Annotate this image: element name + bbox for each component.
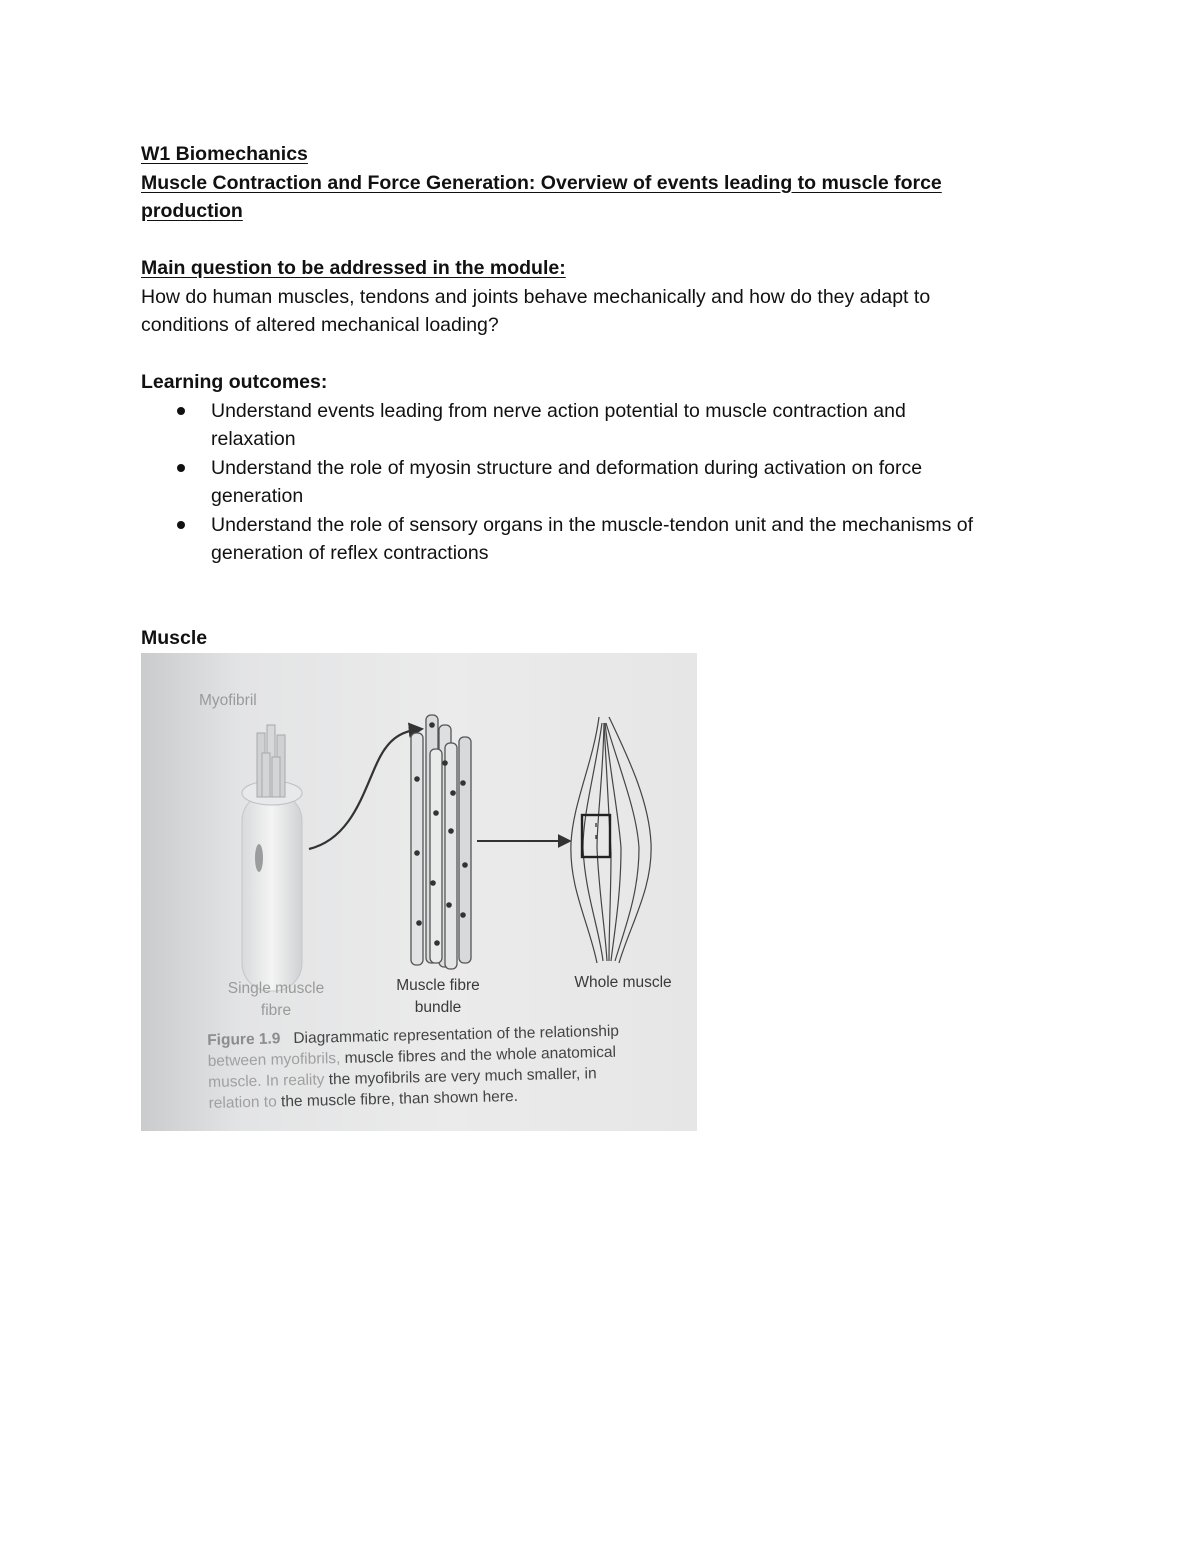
main-question-line2: conditions of altered mechanical loading? [141, 314, 499, 336]
label-bundle-line1: Muscle fibre [396, 977, 480, 994]
main-question-line1: How do human muscles, tendons and joints behave mechanically and how do they adapt to [141, 285, 931, 308]
bullet-icon [177, 464, 185, 472]
list-item: Understand events leading from nerve action potential to muscle contraction and relaxation [141, 397, 1071, 454]
bullet-icon [177, 407, 185, 415]
label-bundle-line2: bundle [414, 999, 462, 1016]
main-question-heading: Main question to be addressed in the module: [141, 257, 566, 279]
fibre-bundle-illustration [411, 715, 471, 969]
figure-number: Figure 1.9 [207, 1030, 281, 1049]
label-single-fibre-line2: fibre [260, 1002, 292, 1019]
single-fibre-illustration [242, 725, 302, 991]
muscle-heading: Muscle [141, 627, 208, 649]
label-whole-muscle: Whole muscle [574, 974, 672, 991]
list-item: Understand the role of sensory organs in the muscle-tendon unit and the mechanisms of generation of reflex contractions [141, 511, 1071, 568]
list-item: Understand the role of myosin structure and deformation during activation on force generation [141, 454, 1071, 511]
label-single-fibre-line1: Single muscle [227, 980, 325, 997]
arrow-icon [309, 729, 421, 849]
figure-caption: Figure 1.9 Diagrammatic representation of the relationship between myofibrils, muscle fibres and the whole anatomical muscle. In reality the myofibrils are very much smaller, in relation to the muscle fibre, than shown here. [207, 1022, 620, 1112]
learning-outcomes-heading: Learning outcomes: [141, 371, 328, 393]
muscle-figure [141, 653, 697, 1131]
bullet-icon [177, 521, 185, 529]
learning-outcomes-list [141, 397, 1071, 568]
label-myofibril: Myofibril [199, 692, 257, 709]
doc-subtitle-line2: production [141, 200, 243, 222]
doc-subtitle-line1: Muscle Contraction and Force Generation: Overview of events leading to muscle force [141, 171, 942, 194]
document-body [141, 140, 1071, 568]
doc-title: W1 Biomechanics [141, 143, 308, 165]
whole-muscle-illustration [571, 717, 651, 963]
